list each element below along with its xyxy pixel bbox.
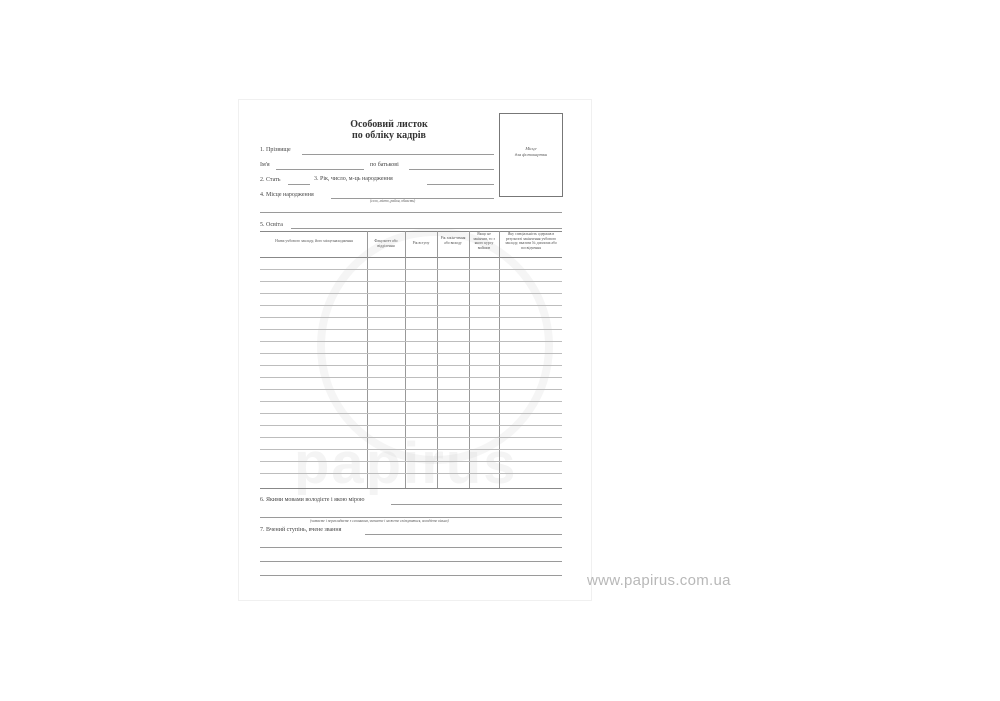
field-degree-line[interactable] — [365, 534, 562, 535]
table-header-specialty: Яку спеціальність одержав в результаті закінчення учбового закладу, вказати № диплома або посвідчення — [505, 232, 557, 250]
table-header-institution: Назва учбового закладу, його місцезнаходження — [275, 239, 353, 243]
table-row[interactable] — [260, 353, 562, 354]
field-degree-label: 7. Вчений ступінь, вчене звання — [260, 527, 342, 533]
languages-hint: (читаєте і перекладаєте з словником, читаєте і можете спілкуватися, володієте вільно) — [310, 519, 449, 523]
field-sex-line[interactable] — [288, 184, 310, 185]
field-education-label: 5. Освіта — [260, 222, 283, 228]
table-row[interactable] — [260, 377, 562, 378]
table-row[interactable] — [260, 413, 562, 414]
field-languages-line[interactable] — [391, 504, 562, 505]
birthplace-hint: (село, місто, район, область) — [370, 199, 416, 203]
table-header-faculty: Факультет або відділення — [374, 239, 398, 248]
table-header-entry-year: Рік вступу — [412, 241, 430, 245]
table-row[interactable] — [260, 473, 562, 474]
field-surname-label: 1. Прізвище — [260, 147, 291, 153]
table-row[interactable] — [260, 365, 562, 366]
site-url: www.papirus.com.ua — [587, 572, 731, 589]
table-row[interactable] — [260, 437, 562, 438]
table-row[interactable] — [260, 317, 562, 318]
field-degree-line4[interactable] — [260, 575, 562, 576]
watermark-text: papirus — [294, 431, 518, 496]
table-row[interactable] — [260, 425, 562, 426]
field-patronymic-label: по батькові — [370, 162, 399, 168]
form-sheet — [239, 100, 591, 600]
education-table — [260, 231, 562, 489]
field-birthplace-label: 4. Місце народження — [260, 192, 314, 198]
photo-placeholder — [499, 113, 563, 197]
photo-label-line2: для фотокартки — [514, 152, 548, 157]
field-sex-label: 2. Стать — [260, 177, 281, 183]
table-header-dropout-course: Якщо не закінчив, то з якого курсу вийшов — [473, 232, 495, 250]
field-name-line[interactable] — [276, 169, 364, 170]
table-row[interactable] — [260, 461, 562, 462]
field-degree-line2[interactable] — [260, 547, 562, 548]
field-birthdate-line[interactable] — [427, 184, 494, 185]
table-row[interactable] — [260, 281, 562, 282]
table-row[interactable] — [260, 401, 562, 402]
field-birthdate-label: 3. Рік, число, м-ць народження — [314, 176, 393, 182]
field-patronymic-line[interactable] — [409, 169, 494, 170]
table-row[interactable] — [260, 341, 562, 342]
table-row[interactable] — [260, 305, 562, 306]
field-languages-line2[interactable] — [260, 517, 562, 518]
table-row[interactable] — [260, 389, 562, 390]
table-row[interactable] — [260, 329, 562, 330]
photo-label-line1: Місце — [525, 146, 537, 151]
field-degree-line3[interactable] — [260, 561, 562, 562]
form-title-line2: по обліку кадрів — [352, 130, 426, 141]
table-header-graduation-year: Рік закін-чення або виходу — [440, 236, 466, 245]
form-title-line1: Особовий листок — [350, 119, 428, 130]
table-row[interactable] — [260, 293, 562, 294]
field-surname-line[interactable] — [302, 154, 494, 155]
field-languages-label: 6. Якими мовами володієте і якою мірою — [260, 497, 365, 503]
field-education-line[interactable] — [291, 228, 562, 229]
table-row[interactable] — [260, 269, 562, 270]
table-row[interactable] — [260, 449, 562, 450]
field-birthplace-line2[interactable] — [260, 212, 562, 213]
field-name-label: Ім'я — [260, 162, 270, 168]
